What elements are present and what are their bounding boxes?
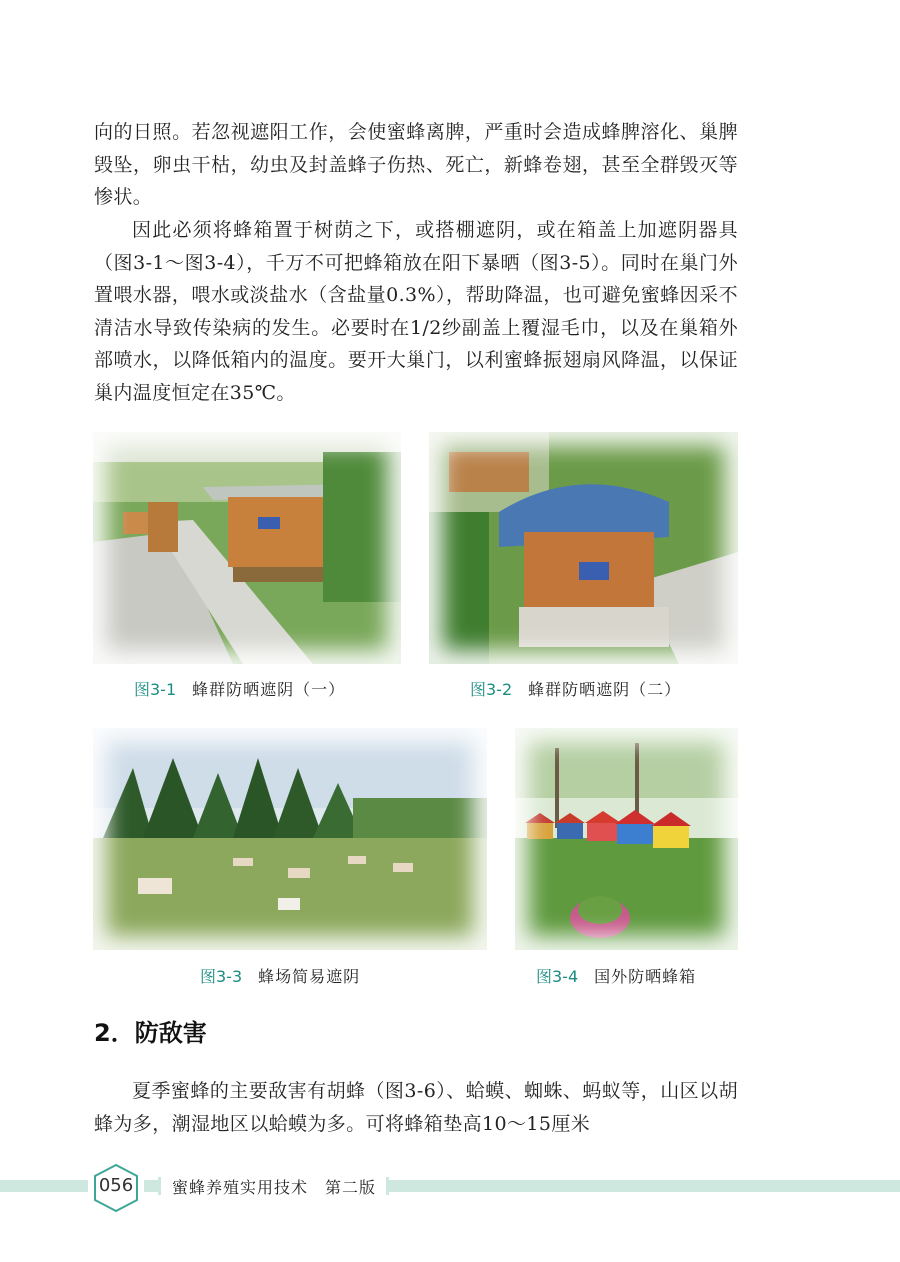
figure-3-2-caption <box>470 679 681 701</box>
section-heading: 2．防敌害 <box>94 1019 207 1047</box>
book-title: 蜜蜂养殖实用技术 第二版 <box>172 1178 377 1197</box>
figure-3-4-image <box>515 728 738 950</box>
figure-3-2-image <box>429 432 738 664</box>
figure-3-4-caption <box>536 966 696 988</box>
figure-3-3-image <box>93 728 487 950</box>
figure-3-1-image <box>93 432 401 664</box>
figure-3-1-caption <box>134 679 345 701</box>
figure-caption-text: 蜂群防晒遮阴（一） <box>192 680 346 699</box>
figure-number: 图3-1 <box>134 680 177 699</box>
paragraph-continued: 向的日照。若忽视遮阳工作，会使蜜蜂离脾，严重时会造成蜂脾溶化、巢脾毁坠，卵虫干枯，幼虫及封盖蜂子伤热、死亡，新蜂卷翅，甚至全群毁灭等惨状。 <box>94 121 738 208</box>
figure-3-3-caption <box>200 966 360 988</box>
figure-caption-text: 蜂场简易遮阴 <box>258 967 361 986</box>
figure-number: 图3-2 <box>470 680 513 699</box>
page-number: 056 <box>98 1175 134 1196</box>
paragraph-shading: 因此必须将蜂箱置于树荫之下，或搭棚遮阴，或在箱盖上加遮阴器具（图3-1～图3-4），千万不可把蜂箱放在阳下暴晒（图3-5）。同时在巢门外置喂水器，喂水或淡盐水（含盐量0.3%），帮助降温，也可避免蜜蜂因采不清洁水导致传染病的发生。必要时在1/2纱副盖上覆湿毛巾，以及在巢箱外部喷水，以降低箱内的温度。要开大巢门，以利蜜蜂振翅扇风降温，以保证巢内温度恒定在35℃。 <box>94 219 738 404</box>
paragraph-enemies: 夏季蜜蜂的主要敌害有胡蜂（图3-6）、蛤蟆、蜘蛛、蚂蚁等，山区以胡蜂为多，潮湿地区以蛤蟆为多。可将蜂箱垫高10～15厘米 <box>94 1080 738 1135</box>
figure-caption-text: 国外防晒蜂箱 <box>594 967 697 986</box>
footer-divider <box>158 1177 161 1195</box>
footer-divider <box>386 1177 389 1195</box>
figure-caption-text: 蜂群防晒遮阴（二） <box>528 680 682 699</box>
figure-number: 图3-4 <box>536 967 579 986</box>
figure-number: 图3-3 <box>200 967 243 986</box>
